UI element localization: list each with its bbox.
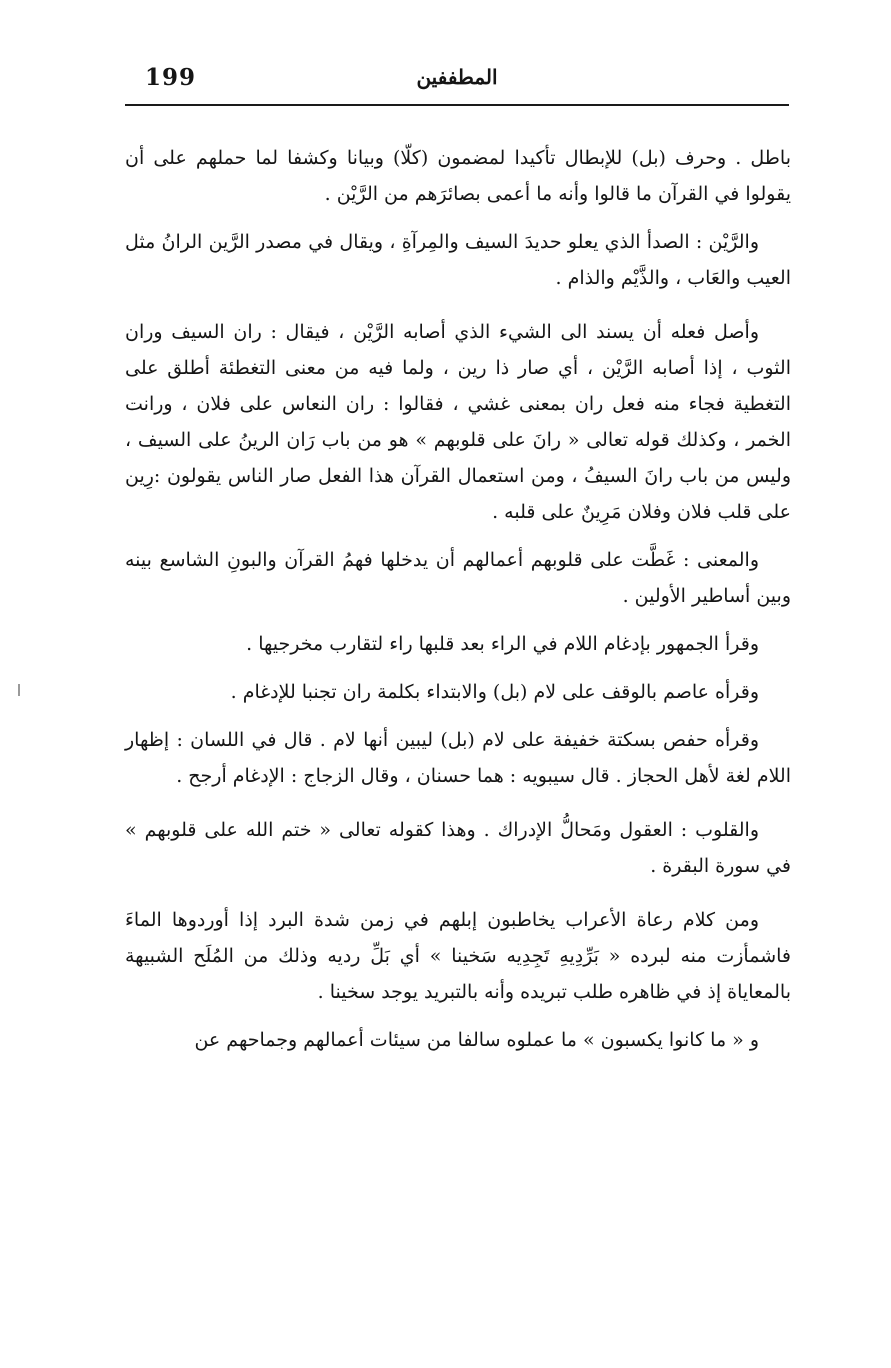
- paragraph: وقرأه عاصم بالوقف على لام (بل) والابتداء بكلمة ران تجنبا للإدغام .: [230, 681, 759, 703]
- body-text: [125, 140, 791, 1058]
- paragraph: و « ما كانوا يكسبون » ما عملوه سالفا من سيئات أعمالهم وجماحهم عن: [194, 1029, 759, 1051]
- page-number: 199: [145, 64, 197, 91]
- paragraph: والقلوب : العقول ومَحالُّ الإدراك . وهذا كقوله تعالى « ختم الله على قلوبهم » في سورة البقرة .: [125, 819, 791, 877]
- scan-edge-mark: [18, 684, 20, 696]
- paragraph: باطل . وحرف (بل) للإبطال تأكيدا لمضمون (كلّا) وبيانا وكشفا لما حملهم على أن يقولوا في القرآن ما قالوا وأنه ما أعمى بصائرَهم من الرَّيْن .: [125, 147, 791, 205]
- paragraph: وقرأ الجمهور بإدغام اللام في الراء بعد قلبها راء لتقارب مخرجيها .: [246, 633, 759, 655]
- page-header: [125, 60, 789, 104]
- header-rule: [125, 104, 789, 106]
- paragraph: والرَّيْن : الصدأ الذي يعلو حديدَ السيف والمِرآةِ ، ويقال في مصدر الرَّين الرانُ مثل العيب والعَاب ، والذَّيْم والذام .: [125, 231, 791, 289]
- running-title: المطففين: [416, 65, 498, 89]
- paragraph: ومن كلام رعاة الأعراب يخاطبون إبلهم في زمن شدة البرد إذا أوردوها الماءَ فاشمأزت منه لبرده « بَرِّدِيهِ تَجِدِيه سَخينا » أي بَلِّ رديه وذلك من المُلَح الشبيهة بالمعاياة إذ في ظاهره طلب تبريده وأنه بالتبريد يوجد سخينا .: [125, 909, 791, 1003]
- paragraph: والمعنى : غَطَّت على قلوبهم أعمالهم أن يدخلها فهمُ القرآن والبونِ الشاسع بينه وبين أساطير الأولين .: [125, 549, 791, 607]
- paragraph: وأصل فعله أن يسند الى الشيء الذي أصابه الرَّيْن ، فيقال : ران السيف وران الثوب ، إذا أصابه الرَّيْن ، أي صار ذا رين ، ولما فيه من معنى التغطئة أطلق على التغطية فجاء منه فعل ران بمعنى غشي ، فقالوا : ران النعاس على فلان ، ورانت الخمر ، وكذلك قوله تعالى « رانَ على قلوبهم » هو من باب رَان الرينُ على السيف ، وليس من باب رانَ السيفُ ، ومن استعمال القرآن هذا الفعل صار الناس يقولون :رِين على قلب فلان وفلان مَرِينٌ على قلبه .: [125, 321, 791, 523]
- paragraph: وقرأه حفص بسكتة خفيفة على لام (بل) ليبين أنها لام . قال في اللسان : إظهار اللام لغة لأهل الحجاز . قال سيبويه : هما حسنان ، وقال الزجاج : الإدغام أرجح .: [125, 729, 791, 787]
